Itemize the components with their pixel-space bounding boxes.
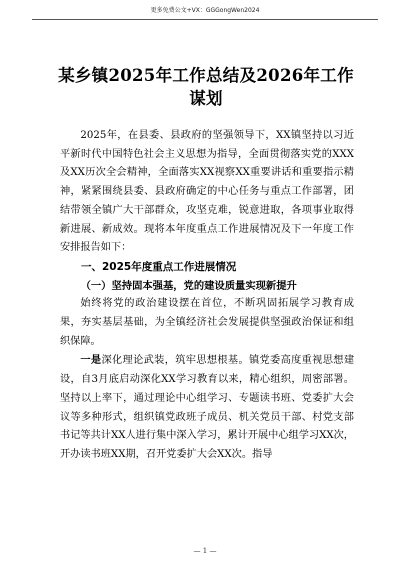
point-paragraph: [60, 351, 354, 464]
point-lead: 一是: [80, 354, 102, 367]
point-text: 深化理论武装，筑牢思想根基。镇党委高度重视思想建设，自3月底启动深化XX学习教育以来，精心组织，周密部署。坚持以上率下，通过理论中心组学习、专题读书班、党委扩大会议等多种形式，组织镇党政班子成员、机关党员干部、村党支部书记等共计XX人进行集中深入学习，累计开展中心组学习XX次，开办读书班XX期，召开党委扩大会XX次。指导: [60, 355, 355, 460]
page-number: — 1 —: [193, 547, 217, 555]
header-note: 更多免费公文+VX：GGGongWen2024: [150, 7, 260, 14]
subsection-heading: （一）坚持固本强基，党的建设质量实现新提升: [80, 279, 297, 292]
document-body: [60, 127, 354, 465]
intro-paragraph: 2025年，在县委、县政府的坚强领导下，XX镇坚持以习近平新时代中国特色社会主义思想为指导，全面贯彻落实党的XXX及XX历次全会精神，全面落实XX视察XX重要讲话和重要指示精神，紧紧围绕县委、县政府确定的中心任务与重点工作部署，团结带领全镇广大干部群众，攻坚克难，锐意进取，各项事业取得新进展、新成效。现将本年度重点工作进展情况及下一年度工作安排报告如下：: [60, 130, 354, 254]
subsection-paragraph: 始终将党的政治建设摆在首位，不断巩固拓展学习教育成果，夯实基层基础，为全镇经济社会发展提供坚强政治保证和组织保障。: [60, 298, 354, 347]
document-title: 某乡镇2025年工作总结及2026年工作谋划: [58, 66, 354, 108]
section-heading: 一、2025年度重点工作进展情况: [81, 260, 237, 273]
header-divider: [32, 19, 378, 20]
